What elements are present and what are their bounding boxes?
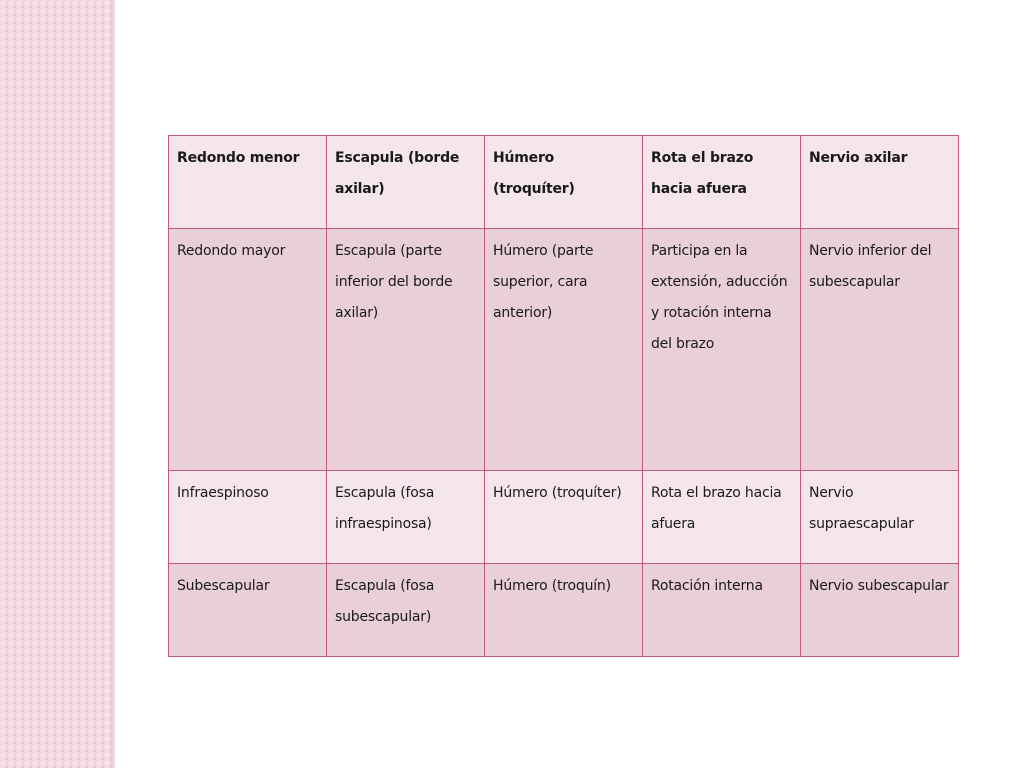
table-cell: Participa en la extensión, aducción y rotación interna del brazo	[643, 229, 801, 471]
table-cell: Escapula (borde axilar)	[327, 136, 485, 229]
table-cell: Redondo menor	[169, 136, 327, 229]
table-cell: Nervio inferior del subescapular	[801, 229, 959, 471]
table-cell: Rota el brazo hacia afuera	[643, 471, 801, 564]
table-row	[169, 136, 959, 229]
decorative-side-pattern	[0, 0, 111, 768]
table-cell: Escapula (fosa subescapular)	[327, 564, 485, 657]
table-cell: Nervio supraescapular	[801, 471, 959, 564]
table-cell: Redondo mayor	[169, 229, 327, 471]
table-cell: Nervio axilar	[801, 136, 959, 229]
table-row	[169, 564, 959, 657]
table-row	[169, 471, 959, 564]
decorative-side-edge	[111, 0, 115, 768]
muscle-table-container	[168, 135, 958, 657]
table-cell: Infraespinoso	[169, 471, 327, 564]
table-cell: Escapula (parte inferior del borde axilar)	[327, 229, 485, 471]
muscle-table	[168, 135, 959, 657]
table-cell: Húmero (troquín)	[485, 564, 643, 657]
table-cell: Húmero (parte superior, cara anterior)	[485, 229, 643, 471]
table-cell: Escapula (fosa infraespinosa)	[327, 471, 485, 564]
table-cell: Húmero (troquíter)	[485, 136, 643, 229]
table-cell: Nervio subescapular	[801, 564, 959, 657]
table-cell: Rotación interna	[643, 564, 801, 657]
table-row	[169, 229, 959, 471]
table-cell: Subescapular	[169, 564, 327, 657]
table-cell: Rota el brazo hacia afuera	[643, 136, 801, 229]
table-cell: Húmero (troquíter)	[485, 471, 643, 564]
